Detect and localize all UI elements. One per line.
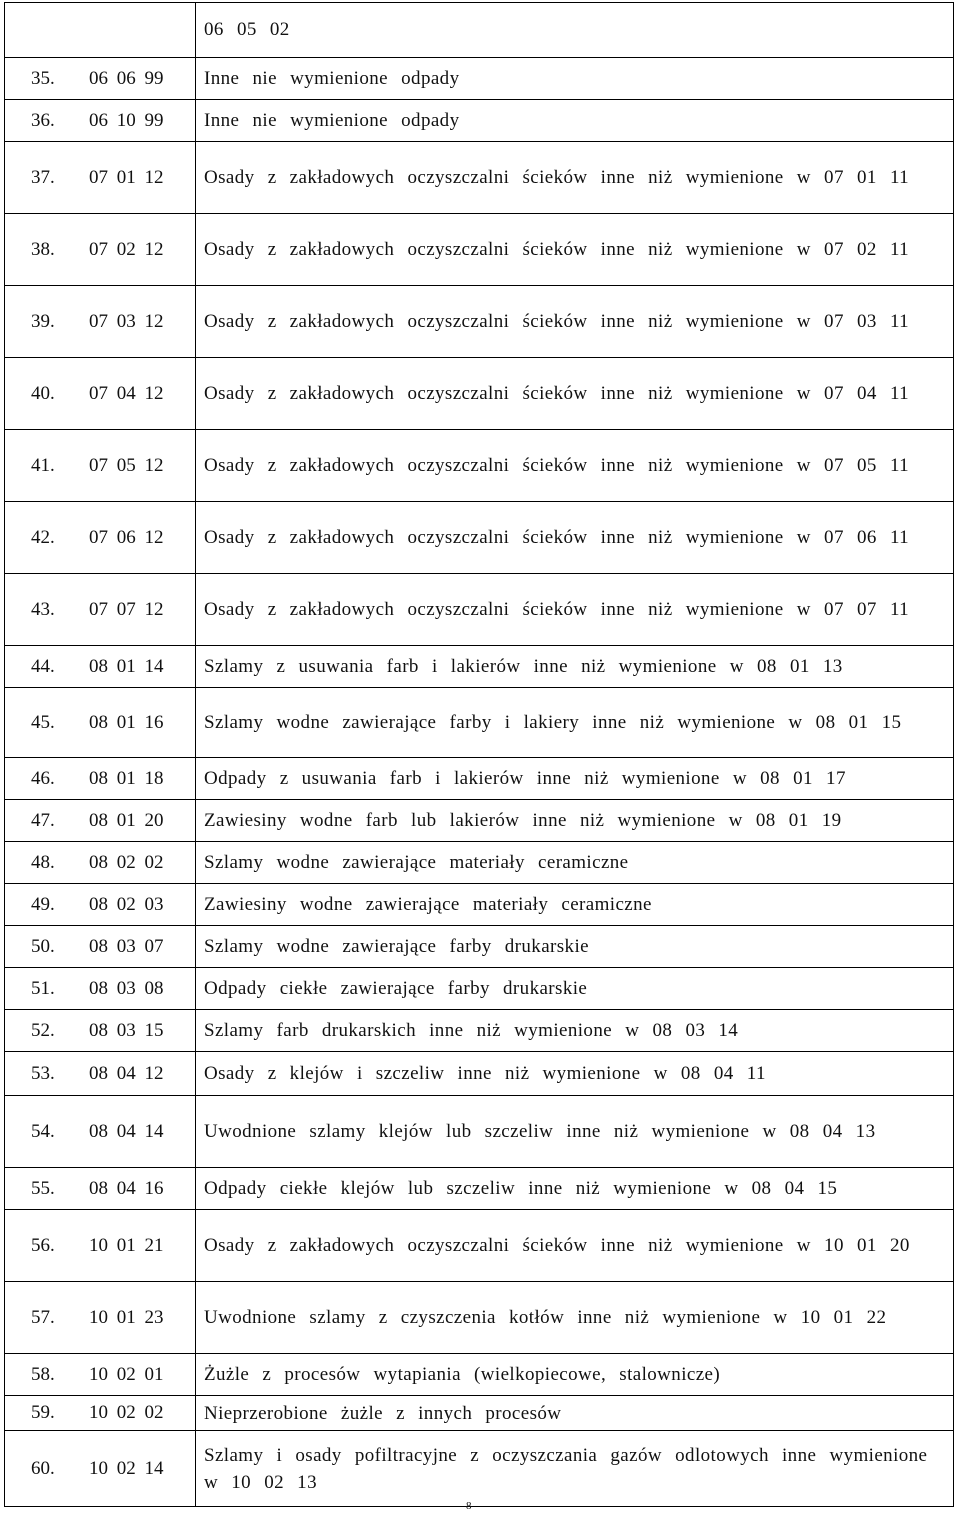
table-row bbox=[5, 884, 954, 926]
table-row bbox=[5, 688, 954, 758]
waste-description: Osady z zakładowych oczyszczalni ścieków inne niż wymienione w 07 03 11 bbox=[196, 286, 954, 358]
row-index: 53. bbox=[31, 1062, 55, 1084]
waste-description: Osady z zakładowych oczyszczalni ścieków inne niż wymienione w 07 01 11 bbox=[196, 142, 954, 214]
table-row bbox=[5, 1096, 954, 1168]
row-number-cell bbox=[5, 1168, 196, 1210]
row-number-cell bbox=[5, 1010, 196, 1052]
waste-description: Osady z zakładowych oczyszczalni ścieków inne niż wymienione w 07 05 11 bbox=[196, 430, 954, 502]
waste-code: 08 01 18 bbox=[89, 767, 164, 789]
waste-code: 06 06 99 bbox=[89, 67, 164, 89]
row-index: 50. bbox=[31, 935, 55, 957]
waste-code: 10 02 02 bbox=[89, 1402, 164, 1423]
table-row bbox=[5, 1282, 954, 1354]
table-row bbox=[5, 1354, 954, 1396]
row-index: 43. bbox=[31, 598, 55, 620]
waste-description: Osady z klejów i szczeliw inne niż wymienione w 08 04 11 bbox=[196, 1052, 954, 1096]
waste-description: Szlamy z usuwania farb i lakierów inne niż wymienione w 08 01 13 bbox=[196, 646, 954, 688]
waste-description: Inne nie wymienione odpady bbox=[196, 58, 954, 100]
row-number-cell bbox=[5, 1096, 196, 1168]
waste-description: Szlamy i osady pofiltracyjne z oczyszczania gazów odlotowych inne wymienione w 10 02 13 bbox=[196, 1431, 954, 1507]
waste-description: Szlamy farb drukarskich inne niż wymienione w 08 03 14 bbox=[196, 1010, 954, 1052]
row-index: 46. bbox=[31, 767, 55, 789]
waste-description: Uwodnione szlamy z czyszczenia kotłów inne niż wymienione w 10 01 22 bbox=[196, 1282, 954, 1354]
row-index: 39. bbox=[31, 310, 55, 332]
row-index: 36. bbox=[31, 109, 55, 131]
row-index: 59. bbox=[31, 1402, 55, 1423]
waste-codes-table bbox=[4, 2, 954, 1507]
row-index: 37. bbox=[31, 166, 55, 188]
waste-code: 08 02 02 bbox=[89, 851, 164, 873]
row-index: 44. bbox=[31, 655, 55, 677]
table-row bbox=[5, 1210, 954, 1282]
row-index: 56. bbox=[31, 1234, 55, 1256]
row-index: 58. bbox=[31, 1363, 55, 1385]
row-number-cell bbox=[5, 358, 196, 430]
waste-code: 10 02 14 bbox=[89, 1457, 164, 1479]
waste-description: Osady z zakładowych oczyszczalni ścieków inne niż wymienione w 07 06 11 bbox=[196, 502, 954, 574]
page-number: 8 bbox=[466, 1500, 472, 1512]
table-row bbox=[5, 800, 954, 842]
table-row bbox=[5, 1396, 954, 1431]
row-index: 41. bbox=[31, 454, 55, 476]
waste-code: 10 01 21 bbox=[89, 1234, 164, 1256]
waste-code: 08 04 16 bbox=[89, 1177, 164, 1199]
row-number-cell bbox=[5, 884, 196, 926]
waste-code: 08 03 15 bbox=[89, 1019, 164, 1041]
row-number-cell bbox=[5, 100, 196, 142]
waste-code: 08 04 12 bbox=[89, 1062, 164, 1084]
row-index: 48. bbox=[31, 851, 55, 873]
table-row bbox=[5, 1010, 954, 1052]
waste-description: Zawiesiny wodne farb lub lakierów inne niż wymienione w 08 01 19 bbox=[196, 800, 954, 842]
row-index: 38. bbox=[31, 238, 55, 260]
waste-code: 07 07 12 bbox=[89, 598, 164, 620]
waste-code: 07 03 12 bbox=[89, 310, 164, 332]
row-number-cell bbox=[5, 800, 196, 842]
row-number-cell bbox=[5, 574, 196, 646]
row-number-cell bbox=[5, 502, 196, 574]
waste-description: Nieprzerobione żużle z innych procesów bbox=[196, 1396, 954, 1431]
waste-description: Uwodnione szlamy klejów lub szczeliw inne niż wymienione w 08 04 13 bbox=[196, 1096, 954, 1168]
header-description-cell: 06 05 02 bbox=[196, 3, 954, 58]
waste-description: Zawiesiny wodne zawierające materiały ceramiczne bbox=[196, 884, 954, 926]
waste-code: 08 01 20 bbox=[89, 809, 164, 831]
row-number-cell bbox=[5, 968, 196, 1010]
row-index: 40. bbox=[31, 382, 55, 404]
row-number-cell bbox=[5, 1052, 196, 1096]
row-number-cell bbox=[5, 58, 196, 100]
waste-code: 08 03 08 bbox=[89, 977, 164, 999]
row-number-cell bbox=[5, 926, 196, 968]
row-index: 35. bbox=[31, 67, 55, 89]
waste-description: Osady z zakładowych oczyszczalni ścieków inne niż wymienione w 07 02 11 bbox=[196, 214, 954, 286]
waste-code: 07 04 12 bbox=[89, 382, 164, 404]
waste-description: Osady z zakładowych oczyszczalni ścieków inne niż wymienione w 10 01 20 bbox=[196, 1210, 954, 1282]
table-row bbox=[5, 926, 954, 968]
row-index: 45. bbox=[31, 711, 55, 733]
waste-code: 08 03 07 bbox=[89, 935, 164, 957]
waste-code: 07 05 12 bbox=[89, 454, 164, 476]
table-row bbox=[5, 1168, 954, 1210]
table-row bbox=[5, 286, 954, 358]
row-number-cell bbox=[5, 1396, 196, 1431]
row-number-cell bbox=[5, 842, 196, 884]
waste-description: Inne nie wymienione odpady bbox=[196, 100, 954, 142]
waste-code: 10 01 23 bbox=[89, 1306, 164, 1328]
table-row bbox=[5, 1431, 954, 1507]
table-row bbox=[5, 358, 954, 430]
waste-code: 06 10 99 bbox=[89, 109, 164, 131]
row-number-cell bbox=[5, 214, 196, 286]
waste-description: Odpady z usuwania farb i lakierów inne niż wymienione w 08 01 17 bbox=[196, 758, 954, 800]
row-index: 47. bbox=[31, 809, 55, 831]
row-number-cell bbox=[5, 142, 196, 214]
row-index: 42. bbox=[31, 526, 55, 548]
waste-description: Szlamy wodne zawierające farby drukarskie bbox=[196, 926, 954, 968]
row-number-cell bbox=[5, 1431, 196, 1507]
waste-description: Odpady ciekłe zawierające farby drukarskie bbox=[196, 968, 954, 1010]
row-index: 54. bbox=[31, 1120, 55, 1142]
table-row bbox=[5, 100, 954, 142]
row-number-cell bbox=[5, 1354, 196, 1396]
waste-code: 07 06 12 bbox=[89, 526, 164, 548]
waste-code: 10 02 01 bbox=[89, 1363, 164, 1385]
waste-description: Odpady ciekłe klejów lub szczeliw inne niż wymienione w 08 04 15 bbox=[196, 1168, 954, 1210]
row-number-cell bbox=[5, 758, 196, 800]
table-row bbox=[5, 758, 954, 800]
table-row bbox=[5, 574, 954, 646]
row-index: 51. bbox=[31, 977, 55, 999]
waste-description: Szlamy wodne zawierające farby i lakiery inne niż wymienione w 08 01 15 bbox=[196, 688, 954, 758]
row-number-cell bbox=[5, 1210, 196, 1282]
table-row bbox=[5, 502, 954, 574]
waste-code: 07 02 12 bbox=[89, 238, 164, 260]
row-number-cell bbox=[5, 286, 196, 358]
row-number-cell bbox=[5, 646, 196, 688]
row-index: 49. bbox=[31, 893, 55, 915]
row-number-cell bbox=[5, 688, 196, 758]
table-row bbox=[5, 430, 954, 502]
waste-code: 08 01 16 bbox=[89, 711, 164, 733]
waste-code: 08 01 14 bbox=[89, 655, 164, 677]
row-number-cell bbox=[5, 430, 196, 502]
waste-code: 08 04 14 bbox=[89, 1120, 164, 1142]
table-row bbox=[5, 58, 954, 100]
row-index: 57. bbox=[31, 1306, 55, 1328]
waste-description: Żużle z procesów wytapiania (wielkopiecowe, stalownicze) bbox=[196, 1354, 954, 1396]
table-row bbox=[5, 214, 954, 286]
row-index: 55. bbox=[31, 1177, 55, 1199]
waste-description: Osady z zakładowych oczyszczalni ścieków inne niż wymienione w 07 07 11 bbox=[196, 574, 954, 646]
waste-description: Osady z zakładowych oczyszczalni ścieków inne niż wymienione w 07 04 11 bbox=[196, 358, 954, 430]
table-row bbox=[5, 1052, 954, 1096]
waste-description: Szlamy wodne zawierające materiały ceramiczne bbox=[196, 842, 954, 884]
header-number-cell bbox=[5, 3, 196, 58]
table-row bbox=[5, 842, 954, 884]
table-row bbox=[5, 968, 954, 1010]
waste-code: 08 02 03 bbox=[89, 893, 164, 915]
table-row bbox=[5, 142, 954, 214]
waste-code: 07 01 12 bbox=[89, 166, 164, 188]
table-body bbox=[5, 3, 954, 1507]
table-row bbox=[5, 646, 954, 688]
row-number-cell bbox=[5, 1282, 196, 1354]
table-header-row bbox=[5, 3, 954, 58]
row-index: 52. bbox=[31, 1019, 55, 1041]
row-index: 60. bbox=[31, 1457, 55, 1479]
